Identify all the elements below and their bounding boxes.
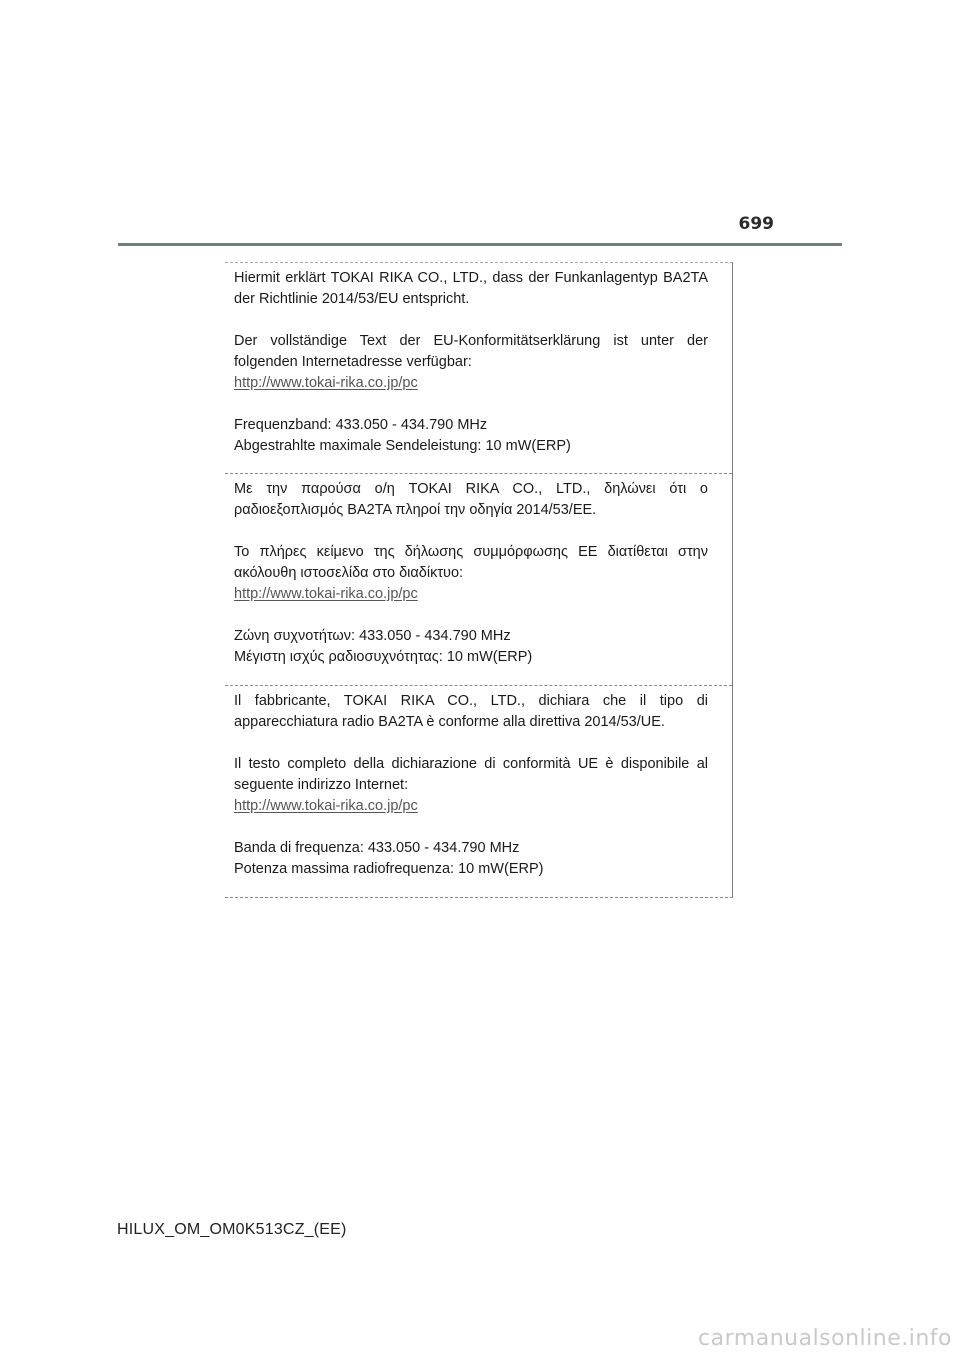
frequency-band: Frequenzband: 433.050 - 434.790 MHz [234,417,488,433]
full-text-note: Το πλήρες κείμενο της δήλωσης συμμόρφωσης ΕΕ διατίθεται στην ακόλουθη ιστοσελίδα στο διαδίκτυο: [234,544,708,581]
manual-code: HILUX_OM_OM0K513CZ_(EE) [117,1221,347,1238]
declaration-italian [225,691,732,880]
declaration-text: Il fabbricante, TOKAI RIKA CO., LTD., dichiara che il tipo di apparecchiatura radio BA2TA è conforme alla direttiva 2014/53/UE. [234,693,708,730]
page-number: 699 [738,214,774,234]
declaration-text: Hiermit erklärt TOKAI RIKA CO., LTD., dass der Funkanlagentyp BA2TA der Richtlinie 2014/53/EU entspricht. [234,270,708,307]
declaration-greek [225,479,732,668]
declaration-link[interactable]: http://www.tokai-rika.co.jp/pc [234,586,418,602]
max-power: Abgestrahlte maximale Sendeleistung: 10 mW(ERP) [234,438,571,454]
header-rule [118,243,842,246]
full-text-note: Il testo completo della dichiarazione di conformità UE è disponibile al seguente indirizzo Internet: [234,756,708,793]
frequency-band: Ζώνη συχνοτήτων: 433.050 - 434.790 MHz [234,628,511,644]
section-divider [225,473,732,474]
full-text-note: Der vollständige Text der EU-Konformitätserklärung ist unter der folgenden Internetadresse verfügbar: [234,333,708,370]
max-power: Μέγιστη ισχύς ραδιοσυχνότητας: 10 mW(ERP) [234,649,533,665]
declaration-box [225,262,733,898]
declaration-text: Με την παρούσα ο/η TOKAI RIKA CO., LTD., δηλώνει ότι ο ραδιοεξοπλισμός BA2TA πληροί την οδηγία 2014/53/ΕΕ. [234,481,708,518]
max-power: Potenza massima radiofrequenza: 10 mW(ERP) [234,861,544,877]
declaration-german [225,268,732,457]
section-divider [225,685,732,686]
declaration-link[interactable]: http://www.tokai-rika.co.jp/pc [234,375,418,391]
declaration-link[interactable]: http://www.tokai-rika.co.jp/pc [234,798,418,814]
watermark: carmanualsonline.info [698,1326,952,1351]
frequency-band: Banda di frequenza: 433.050 - 434.790 MHz [234,840,520,856]
